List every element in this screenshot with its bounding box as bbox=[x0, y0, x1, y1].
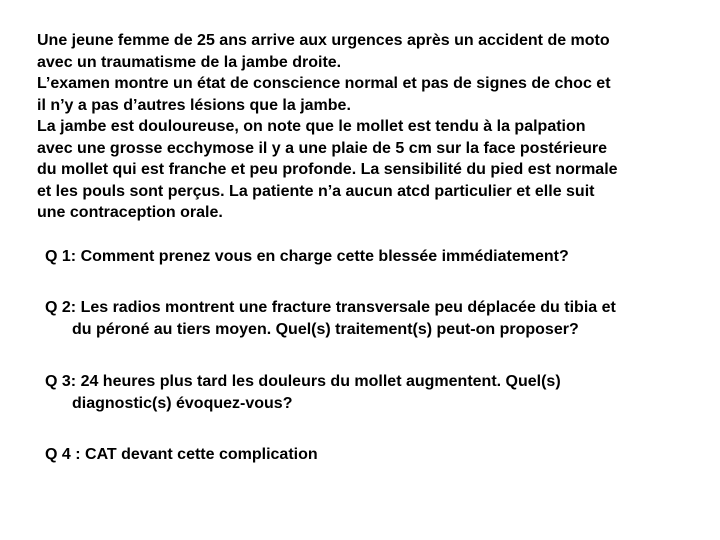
question-3 bbox=[45, 371, 705, 415]
case-line: une contraception orale. bbox=[37, 204, 223, 221]
case-line: La jambe est douloureuse, on note que le mollet est tendu à la palpation bbox=[37, 118, 586, 135]
case-line: L’examen montre un état de conscience normal et pas de signes de choc et bbox=[37, 75, 611, 92]
question-line: Q 1: Comment prenez vous en charge cette blessée immédiatement? bbox=[45, 248, 569, 265]
case-line: il n’y a pas d’autres lésions que la jambe. bbox=[37, 96, 351, 114]
question-line: Q 2: Les radios montrent une fracture transversale peu déplacée du tibia et bbox=[45, 299, 616, 316]
question-line: Q 4 : CAT devant cette complication bbox=[45, 446, 318, 463]
question-line: Q 3: 24 heures plus tard les douleurs du mollet augmentent. Quel(s) bbox=[45, 373, 561, 390]
question-line: du péroné au tiers moyen. Quel(s) traitement(s) peut-on proposer? bbox=[72, 321, 579, 338]
case-line: et les pouls sont perçus. La patiente n’a aucun atcd particulier et elle suit bbox=[37, 182, 595, 200]
question-line: diagnostic(s) évoquez-vous? bbox=[72, 395, 293, 412]
case-line: avec un traumatisme de la jambe droite. bbox=[37, 53, 342, 71]
case-description bbox=[37, 30, 697, 224]
question-1 bbox=[45, 246, 705, 268]
question-4 bbox=[45, 444, 705, 466]
case-line: du mollet qui est franche et peu profonde. La sensibilité du pied est normale bbox=[37, 161, 618, 178]
case-line: avec une grosse ecchymose il y a une plaie de 5 cm sur la face postérieure bbox=[37, 139, 608, 157]
question-2 bbox=[45, 297, 705, 341]
case-line: Une jeune femme de 25 ans arrive aux urgences après un accident de moto bbox=[37, 32, 610, 49]
